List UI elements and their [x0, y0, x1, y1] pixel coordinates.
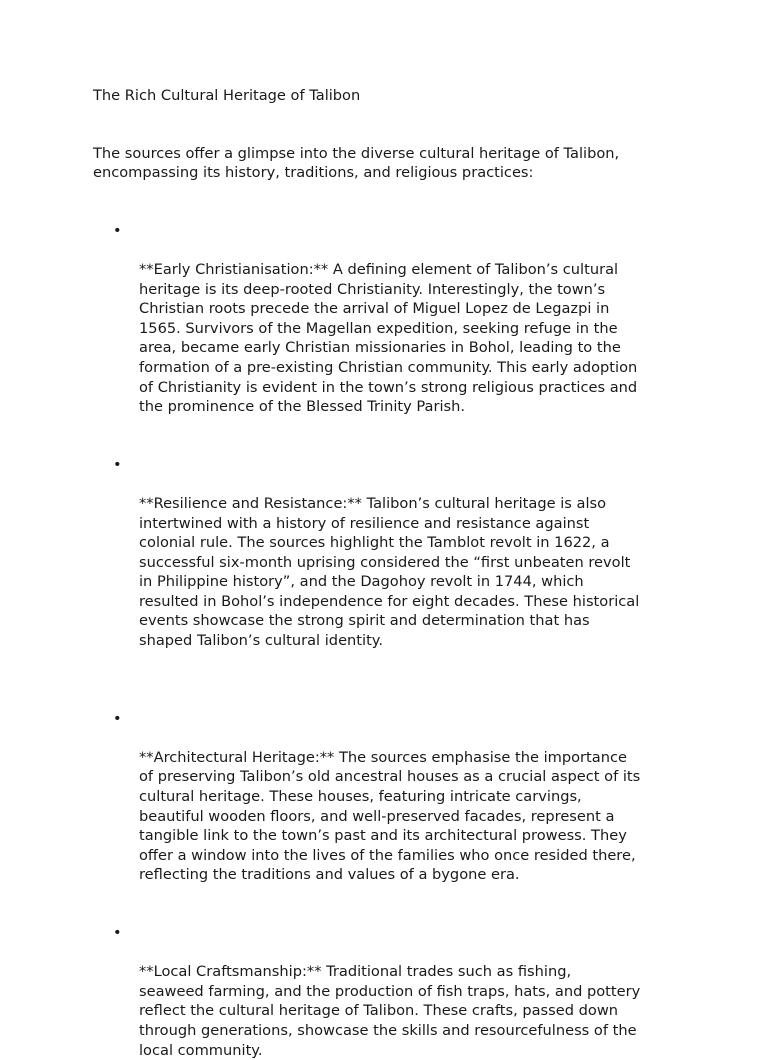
bullet-icon: •	[113, 924, 122, 941]
item-early-christianisation: **Early Christianisation:** A defining element of Talibon’s cultural heritage is its deep-rooted Christianity. Interestingly, the town’s Christian roots precede the arrival of Miguel Lopez de Legazpi in 1565. Survivors of the Magellan expedition, seeking refuge in the area, became early Christian missionaries in Bohol, leading to the formation of a pre-existing Christian community. This early adoption of Christianity is evident in the town’s strong religious practices and the prominence of the Blessed Trinity Parish.	[139, 260, 638, 416]
item-local-craftsmanship: **Local Craftsmanship:** Traditional trades such as fishing, seaweed farming, and the production of fish traps, hats, and pottery reflect the cultural heritage of Talibon. These crafts, passed down through generations, showcase the skills and resourcefulness of the local community.	[139, 963, 641, 1059]
list-item	[93, 923, 683, 1060]
heritage-list	[93, 221, 683, 1060]
list-item	[93, 455, 683, 651]
bullet-icon: •	[113, 455, 122, 473]
bullet-icon: •	[113, 221, 122, 239]
bullet-icon: •	[113, 709, 122, 727]
item-resilience-resistance: **Resilience and Resistance:** Talibon’s cultural heritage is also intertwined with a history of resilience and resistance against colonial rule. The sources highlight the Tamblot revolt in 1622, a successful six-month uprising considered the “first unbeaten revolt in Philippine history”, and the Dagohoy revolt in 1744, which resulted in Bohol’s independence for eight decades. These historical events showcase the strong spirit and determination that has shaped Talibon’s cultural identity.	[139, 494, 640, 650]
item-architectural-heritage: **Architectural Heritage:** The sources emphasise the importance of preserving Talibon’s old ancestral houses as a crucial aspect of its cultural heritage. These houses, featuring intricate carvings, beautiful wooden floors, and well-preserved facades, represent a tangible link to the town’s past and its architectural prowess. They offer a window into the lives of the families who once resided there, reflecting the traditions and values of a bygone era.	[139, 748, 641, 884]
list-item	[93, 221, 683, 417]
document-page	[93, 86, 683, 1060]
intro-paragraph: The sources offer a glimpse into the diverse cultural heritage of Talibon, encompassing its history, traditions, and religious practices:	[93, 144, 620, 182]
list-item	[93, 709, 683, 885]
document-title: The Rich Cultural Heritage of Talibon	[93, 87, 361, 104]
